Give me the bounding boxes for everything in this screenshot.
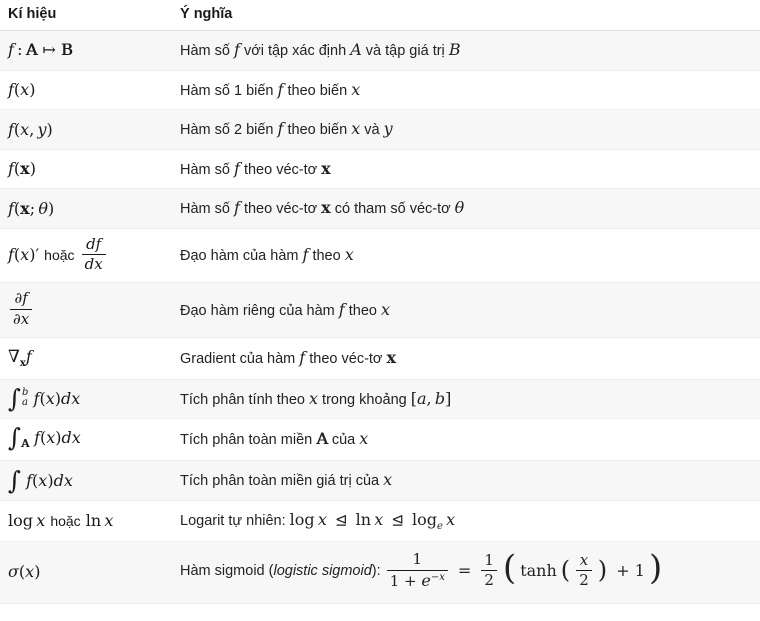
column-header-meaning: Ý nghĩa bbox=[172, 0, 760, 31]
meaning-cell bbox=[172, 283, 760, 338]
fraction-denominator: dx bbox=[82, 254, 106, 273]
table-row bbox=[0, 379, 760, 419]
meaning-text: theo véc-tơ bbox=[243, 161, 318, 178]
math-y: y bbox=[383, 119, 393, 139]
fraction-denominator: 2 bbox=[576, 570, 592, 589]
meaning-text: theo bbox=[312, 248, 341, 265]
integral-icon: ∫ bbox=[8, 383, 22, 413]
meaning-cell bbox=[172, 189, 760, 229]
meaning-text: Tích phân toàn miền bbox=[180, 432, 313, 449]
sigmoid-fraction bbox=[387, 551, 448, 590]
fraction-numerator: df bbox=[86, 234, 102, 253]
math-x: x bbox=[308, 388, 319, 408]
meaning-text: Hàm số bbox=[180, 43, 230, 59]
table-row bbox=[0, 70, 760, 110]
meaning-text: với tập xác định bbox=[243, 43, 347, 59]
integral-domain-subscript: A bbox=[21, 437, 29, 451]
symbol-cell: $\int_A$ f(x)dx bbox=[0, 419, 172, 461]
symbol-cell: f(x)′ hoặc $\frac{df}{dx}$ bbox=[0, 228, 172, 283]
table-row bbox=[0, 542, 760, 604]
meaning-cell bbox=[172, 542, 760, 604]
math-f: f bbox=[234, 198, 240, 218]
derivative-fraction bbox=[82, 236, 106, 274]
nabla-subscript: x bbox=[19, 358, 26, 369]
table-row bbox=[0, 283, 760, 338]
meaning-text: trong khoảng bbox=[322, 391, 407, 408]
meaning-cell bbox=[172, 379, 760, 419]
math-vector-x: x bbox=[321, 198, 331, 218]
fraction-numerator: 1 bbox=[484, 550, 494, 569]
meaning-text: theo biến bbox=[287, 82, 348, 99]
fraction-denominator: ∂x bbox=[10, 309, 32, 328]
math-f: f bbox=[234, 158, 240, 178]
math-x: x bbox=[383, 470, 393, 490]
math-f: f bbox=[277, 79, 284, 99]
symbol-or-label: hoặc bbox=[50, 513, 81, 530]
meaning-text: Tích phân toàn miền giá trị của bbox=[180, 473, 380, 490]
symbol-cell: f(x, y) bbox=[0, 110, 172, 150]
x-over-2-fraction bbox=[576, 552, 592, 590]
table-row bbox=[0, 461, 760, 501]
meaning-cell bbox=[172, 419, 760, 461]
table-row bbox=[0, 189, 760, 229]
math-domain-A: A bbox=[316, 429, 328, 449]
meaning-cell bbox=[172, 70, 760, 110]
math-f: f bbox=[338, 299, 345, 319]
sigmoid-formula: $\frac{1}{1 + e^{-x}}$ = $\frac{1}{2}$ ( tanh ( $\frac{x}{2}$ ) + 1 ) bbox=[385, 564, 663, 580]
table-header-row bbox=[0, 0, 760, 31]
meaning-text: Hàm số bbox=[180, 161, 230, 178]
meaning-text: và bbox=[364, 122, 380, 139]
symbol-cell: ∫ f(x)dx bbox=[0, 461, 172, 501]
meaning-text: Gradient của hàm bbox=[180, 350, 296, 367]
fraction-numerator: x bbox=[579, 550, 589, 569]
fraction-numerator: 1 bbox=[412, 550, 423, 569]
symbol-cell: f : A ↦ B bbox=[0, 31, 172, 71]
integral-limits: b a bbox=[22, 386, 29, 409]
symbol-cell: f(x) bbox=[0, 70, 172, 110]
table-row bbox=[0, 31, 760, 71]
meaning-cell bbox=[172, 228, 760, 283]
math-x: x bbox=[351, 79, 361, 99]
symbol-cell: log x hoặc ln x bbox=[0, 500, 172, 542]
math-f: f bbox=[302, 245, 309, 265]
math-x: x bbox=[359, 429, 369, 449]
symbol-or-label: hoặc bbox=[44, 247, 75, 264]
meaning-emphasis: logistic sigmoid bbox=[273, 563, 372, 580]
table-row bbox=[0, 419, 760, 461]
math-x: x bbox=[381, 299, 391, 319]
meaning-text: theo véc-tơ bbox=[243, 201, 318, 218]
meaning-cell bbox=[172, 337, 760, 379]
partial-derivative-fraction bbox=[10, 290, 32, 328]
meaning-text: Hàm sigmoid ( bbox=[180, 563, 274, 580]
nabla-icon: ∇ bbox=[8, 346, 20, 367]
meaning-text: của bbox=[331, 432, 356, 449]
symbol-cell: f(x; θ) bbox=[0, 189, 172, 229]
integral-icon: ∫ bbox=[8, 465, 22, 495]
symbol-cell: ∫ b a f(x)dx bbox=[0, 379, 172, 419]
column-header-symbol: Kí hiệu bbox=[0, 0, 172, 31]
meaning-text: theo véc-tơ bbox=[309, 350, 383, 367]
symbol-cell bbox=[0, 283, 172, 338]
table-row bbox=[0, 337, 760, 379]
fraction-denominator: $1 + e^{-x}$ bbox=[387, 570, 448, 590]
meaning-text: Đạo hàm của hàm bbox=[180, 248, 299, 265]
meaning-cell bbox=[172, 461, 760, 501]
meaning-text: và tập giá trị bbox=[365, 43, 445, 59]
meaning-cell bbox=[172, 500, 760, 542]
meaning-text: theo biến bbox=[287, 122, 348, 139]
meaning-cell bbox=[172, 110, 760, 150]
math-vector-x: x bbox=[321, 158, 331, 178]
table-row bbox=[0, 500, 760, 542]
math-A: A bbox=[350, 40, 362, 59]
math-x: x bbox=[344, 245, 354, 265]
math-B: B bbox=[448, 40, 461, 59]
symbol-cell: σ(x) bbox=[0, 542, 172, 604]
fraction-numerator: ∂f bbox=[14, 289, 28, 308]
meaning-text: Logarit tự nhiên: bbox=[180, 512, 286, 529]
meaning-text: Hàm số 2 biến bbox=[180, 122, 274, 139]
meaning-text: Tích phân tính theo bbox=[180, 391, 305, 408]
math-interval: [a, b] bbox=[410, 388, 452, 408]
table-row bbox=[0, 149, 760, 189]
meaning-text: có tham số véc-tơ bbox=[334, 201, 451, 218]
meaning-text: Đạo hàm riêng của hàm bbox=[180, 302, 335, 319]
table-row bbox=[0, 110, 760, 150]
meaning-text: theo bbox=[348, 302, 377, 319]
math-theta: θ bbox=[454, 198, 465, 218]
meaning-text: ): bbox=[371, 563, 381, 580]
meaning-text: Hàm số 1 biến bbox=[180, 82, 274, 99]
half-fraction bbox=[481, 552, 497, 590]
meaning-cell bbox=[172, 31, 760, 71]
symbol-cell: $\nabla_xf$ bbox=[0, 337, 172, 379]
math-f: f bbox=[234, 40, 240, 59]
math-vector-x: x bbox=[386, 347, 397, 367]
math-f: f bbox=[277, 119, 284, 139]
meaning-text: Hàm số bbox=[180, 201, 230, 218]
integral-icon: ∫ bbox=[8, 423, 22, 453]
meaning-cell bbox=[172, 149, 760, 189]
fraction-denominator: 2 bbox=[481, 570, 497, 589]
math-log-identity: log x ⊴ ln x ⊴ $\log_e x$ bbox=[289, 509, 456, 532]
math-x: x bbox=[351, 119, 361, 139]
table-row bbox=[0, 228, 760, 283]
symbol-cell: f(x) bbox=[0, 149, 172, 189]
math-f: f bbox=[299, 347, 306, 367]
